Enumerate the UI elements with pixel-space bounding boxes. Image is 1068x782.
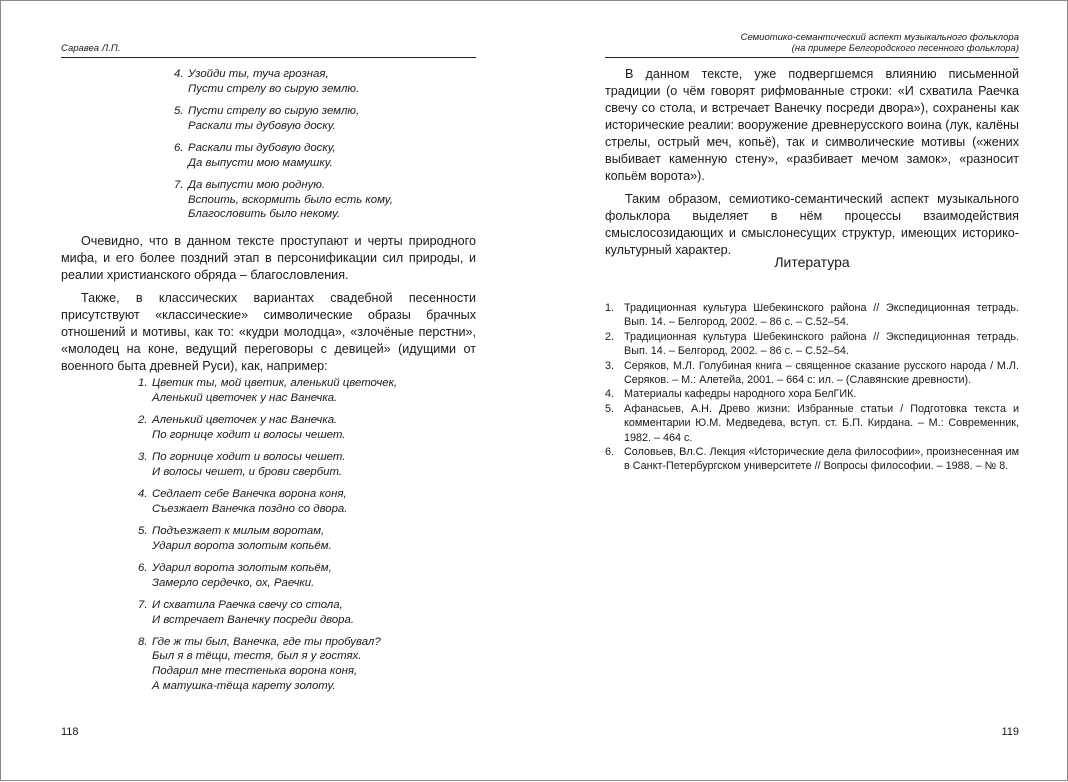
verse-line: Вспоить, вскормить было есть кому,	[188, 193, 393, 206]
verse-stanza	[138, 598, 397, 627]
verse-line: Раскали ты дубовую доску,	[188, 141, 336, 154]
page-number-left: 118	[61, 726, 79, 738]
reference-text: Соловьев, Вл.С. Лекция «Исторические дела философии», произнесенная им в Санкт-Петербургском университете // Вопросы философии. – 1988. – № 8.	[624, 446, 1019, 473]
verse-number: 5.	[138, 524, 148, 537]
reference-item	[605, 359, 1019, 388]
page-number-right: 119	[1001, 726, 1019, 738]
verse-line: Ударил ворота золотым копьём,	[152, 561, 332, 574]
verse-line: Подъезжает к милым воротам,	[152, 524, 325, 537]
verse-lines	[188, 104, 359, 133]
verse-stanza	[174, 141, 393, 170]
verse-block-b	[138, 376, 397, 701]
paragraph: Таким образом, семиотико-семантический аспект музыкального фольклора выделяет в нём процессы взаимодействия смыслосозидающих и смыслонесущих структур, имеющих историко-культурный характер.	[605, 192, 1019, 257]
verse-number: 2.	[138, 413, 148, 426]
verse-stanza	[174, 104, 393, 133]
verse-lines	[188, 67, 359, 96]
reference-item	[605, 387, 1019, 401]
verse-line: Съезжает Ванечка поздно со двора.	[152, 502, 348, 515]
verse-line: Благословить было некому.	[188, 208, 341, 221]
verse-line: Был я в тёщи, тестя, был я у гостях.	[152, 650, 362, 663]
verse-line: Цветик ты, мой цветик, аленький цветочек,	[152, 377, 398, 389]
verse-number: 8.	[138, 635, 148, 648]
verse-line: Замерло сердечко, ох, Раечки.	[152, 576, 315, 589]
verse-line: Седлает себе Ванечка ворона коня,	[152, 487, 347, 500]
verse-line: И встречает Ванечку посреди двора.	[152, 613, 355, 626]
verse-lines	[188, 178, 393, 222]
verse-number: 4.	[138, 487, 148, 500]
reference-number: 6.	[605, 446, 615, 459]
verse-line: Да выпусти мою родную.	[188, 178, 326, 191]
verse-lines	[152, 561, 332, 590]
verse-lines	[152, 598, 354, 627]
reference-list	[605, 301, 1019, 474]
verse-stanza	[138, 487, 397, 516]
reference-text: Афанасьев, А.Н. Древо жизни: Избранные статьи / Подготовка текста и комментарии Ю.М. Медведева, вступ. ст. Б.П. Кирдана. – М.: Современник, 1982. – 464 с.	[624, 402, 1019, 444]
verse-stanza	[138, 524, 397, 553]
reference-number: 5.	[605, 402, 615, 415]
verse-lines	[152, 413, 345, 442]
verse-line: И волосы чешет, и брови свербит.	[152, 465, 343, 478]
reference-text: Материалы кафедры народного хора БелГИК.	[624, 388, 857, 401]
reference-item	[605, 445, 1019, 474]
verse-stanza	[174, 178, 393, 222]
reference-number: 4.	[605, 388, 615, 401]
left-page	[61, 1, 476, 782]
left-body-text	[61, 233, 476, 381]
reference-number: 1.	[605, 302, 615, 314]
verse-number: 3.	[138, 450, 148, 463]
verse-number: 5.	[174, 104, 184, 117]
verse-block-a	[174, 67, 393, 230]
verse-lines	[152, 524, 332, 553]
verse-number: 4.	[174, 68, 184, 80]
reference-item	[605, 301, 1019, 330]
running-head-title: Семиотико-семантический аспект музыкального фольклора	[740, 32, 1019, 43]
verse-stanza	[138, 413, 397, 442]
running-head-subtitle: (на примере Белгородского песенного фольклора)	[791, 43, 1019, 54]
verse-line: А матушка-тёща карету золоту.	[152, 679, 336, 692]
verse-line: По горнице ходит и волосы чешет.	[152, 450, 346, 463]
verse-line: Да выпусти мою мамушку.	[188, 156, 333, 169]
literature-heading: Литература	[774, 254, 850, 270]
reference-number: 3.	[605, 359, 615, 372]
verse-line: Раскали ты дубовую доску.	[188, 119, 336, 132]
running-head-left: Саравеа Л.П.	[61, 43, 476, 58]
verse-line: Пусти стрелу во сырую землю,	[188, 104, 360, 117]
right-body-text	[605, 66, 1019, 265]
verse-lines	[152, 376, 397, 405]
verse-line: Где ж ты был, Ванечка, где ты пробувал?	[152, 635, 381, 648]
reference-text: Традиционная культура Шебекинского района // Экспедиционная тетрадь. Вып. 14. – Белгород, 2002. – 86 с. – С.52–54.	[624, 302, 1019, 329]
reference-item	[605, 402, 1019, 445]
verse-line: Пусти стрелу во сырую землю.	[188, 82, 360, 95]
running-head-right	[605, 32, 1019, 58]
verse-line: Узойди ты, туча грозная,	[188, 68, 329, 80]
verse-lines	[152, 450, 345, 479]
reference-text: Серяков, М.Л. Голубиная книга – священное сказание русского народа / М.Л. Серяков. – М.: Алетейа, 2001. – 664 с: ил. – (Славянские древности).	[624, 359, 1019, 387]
verse-lines	[152, 635, 381, 693]
verse-number: 6.	[174, 141, 184, 154]
verse-line: По горнице ходит и волосы чешет.	[152, 428, 346, 441]
verse-stanza	[138, 450, 397, 479]
verse-number: 1.	[138, 377, 148, 389]
verse-stanza	[174, 67, 393, 96]
paragraph: В данном тексте, уже подвергшемся влиянию письменной традиции (о чём говорят рифмованные строки: «И схватила Раечка свечу со стола, и встречает Ванечку посреди двора»), сохранены как исторические реалии: вооружение древнерусского воина (лук, калёны стрелы, острый меч, копьё), так и символические мотивы («жених выбивает каменную стену», «разбивает мечом замок», «разносит копьём ворота»).	[605, 67, 1019, 183]
verse-stanza	[138, 635, 397, 693]
verse-line: Аленький цветочек у нас Ванечка.	[152, 391, 338, 404]
verse-line: Подарил мне тестенька ворона коня,	[152, 665, 358, 678]
verse-line: И схватила Раечка свечу со стола,	[152, 598, 343, 611]
reference-text: Традиционная культура Шебекинского района // Экспедиционная тетрадь. Вып. 14. – Белгород, 2002. – 86 с. – С.52–54.	[624, 330, 1019, 358]
verse-lines	[152, 487, 347, 516]
verse-number: 7.	[174, 178, 184, 191]
paragraph: Также, в классических вариантах свадебной песенности присутствуют «классические» символические образы брачных отношений и мотивы, как то: «кудри молодца», «злочёные перстни», «молодец на коне, ведущий переговоры с девицей» (идущими от военного быта древней Руси), как, например:	[61, 291, 476, 373]
verse-lines	[188, 141, 336, 170]
reference-item	[605, 330, 1019, 359]
right-page	[605, 1, 1019, 782]
verse-line: Аленький цветочек у нас Ванечка.	[152, 413, 338, 426]
verse-stanza	[138, 561, 397, 590]
paragraph: Очевидно, что в данном тексте проступают и черты природного мифа, и его более поздний этап в персонификации сил природы, и реалии христианского обряда – благословления.	[61, 234, 476, 282]
verse-number: 6.	[138, 561, 148, 574]
verse-number: 7.	[138, 598, 148, 611]
reference-number: 2.	[605, 330, 615, 343]
verse-stanza	[138, 376, 397, 405]
verse-line: Ударил ворота золотым копьём.	[152, 539, 332, 552]
